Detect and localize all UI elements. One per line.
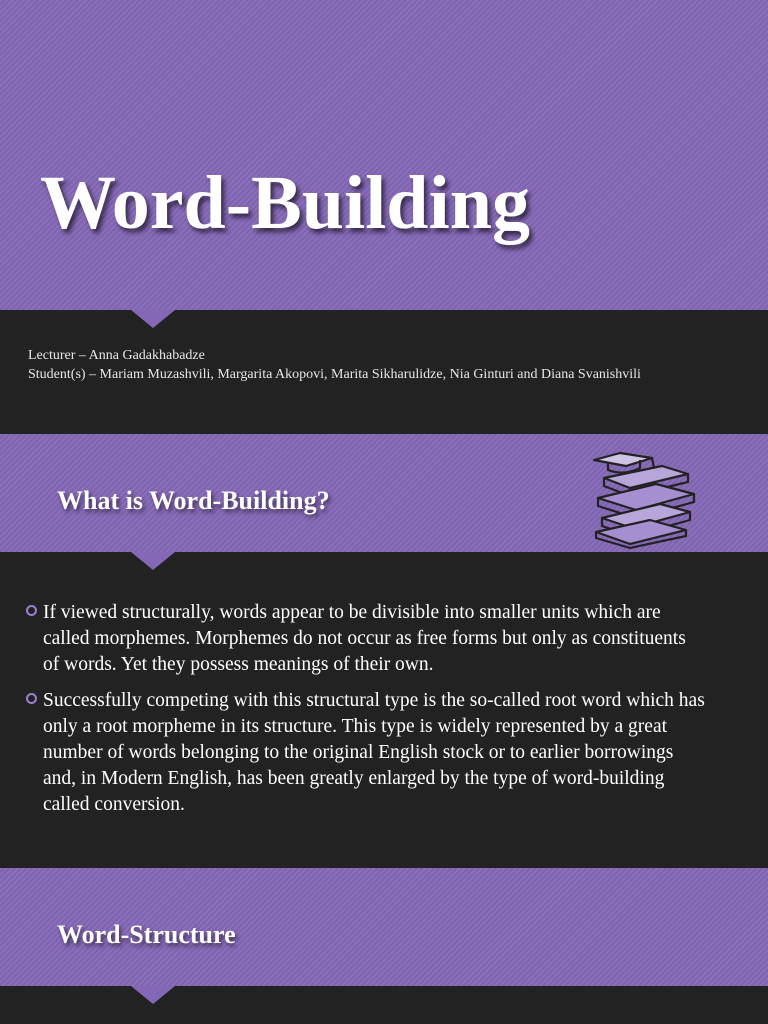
list-item	[26, 600, 706, 678]
bullet-circle-icon	[26, 605, 37, 616]
list-item	[26, 688, 706, 818]
slide-1-title-band	[0, 0, 768, 310]
slide-2-bullet-list	[26, 600, 706, 828]
slide-2-notch	[131, 552, 175, 570]
slide-2-title: What is Word-Building?	[57, 486, 330, 515]
slide-1-notch	[131, 310, 175, 328]
slide-3-notch	[131, 986, 175, 1004]
slide-3-body	[0, 986, 768, 1024]
bullet-text: If viewed structurally, words appear to be divisible into smaller units which are called morphemes. Morphemes do not occur as free forms but only as constituents of words. Yet they possess meanings of their own.	[43, 602, 686, 675]
lecturer-line: Lecturer – Anna Gadakhabadze	[28, 348, 205, 363]
slide-1-credits	[28, 346, 728, 384]
slide-1-title: Word-Building	[40, 161, 530, 245]
slide-3-title: Word-Structure	[57, 920, 236, 949]
bullet-text: Successfully competing with this structural type is the so-called root word which has only a root morpheme in its structure. This type is widely represented by a great number of words belonging to the original English stock or to earlier borrowings and, in Modern English, has been greatly enlarged by the type of word-building called conversion.	[43, 690, 705, 815]
bullet-circle-icon	[26, 693, 37, 704]
students-line: Student(s) – Mariam Muzashvili, Margarita Akopovi, Marita Sikharulidze, Nia Ginturi and Diana Svanishvili	[28, 367, 641, 382]
books-stack-icon	[590, 448, 702, 550]
